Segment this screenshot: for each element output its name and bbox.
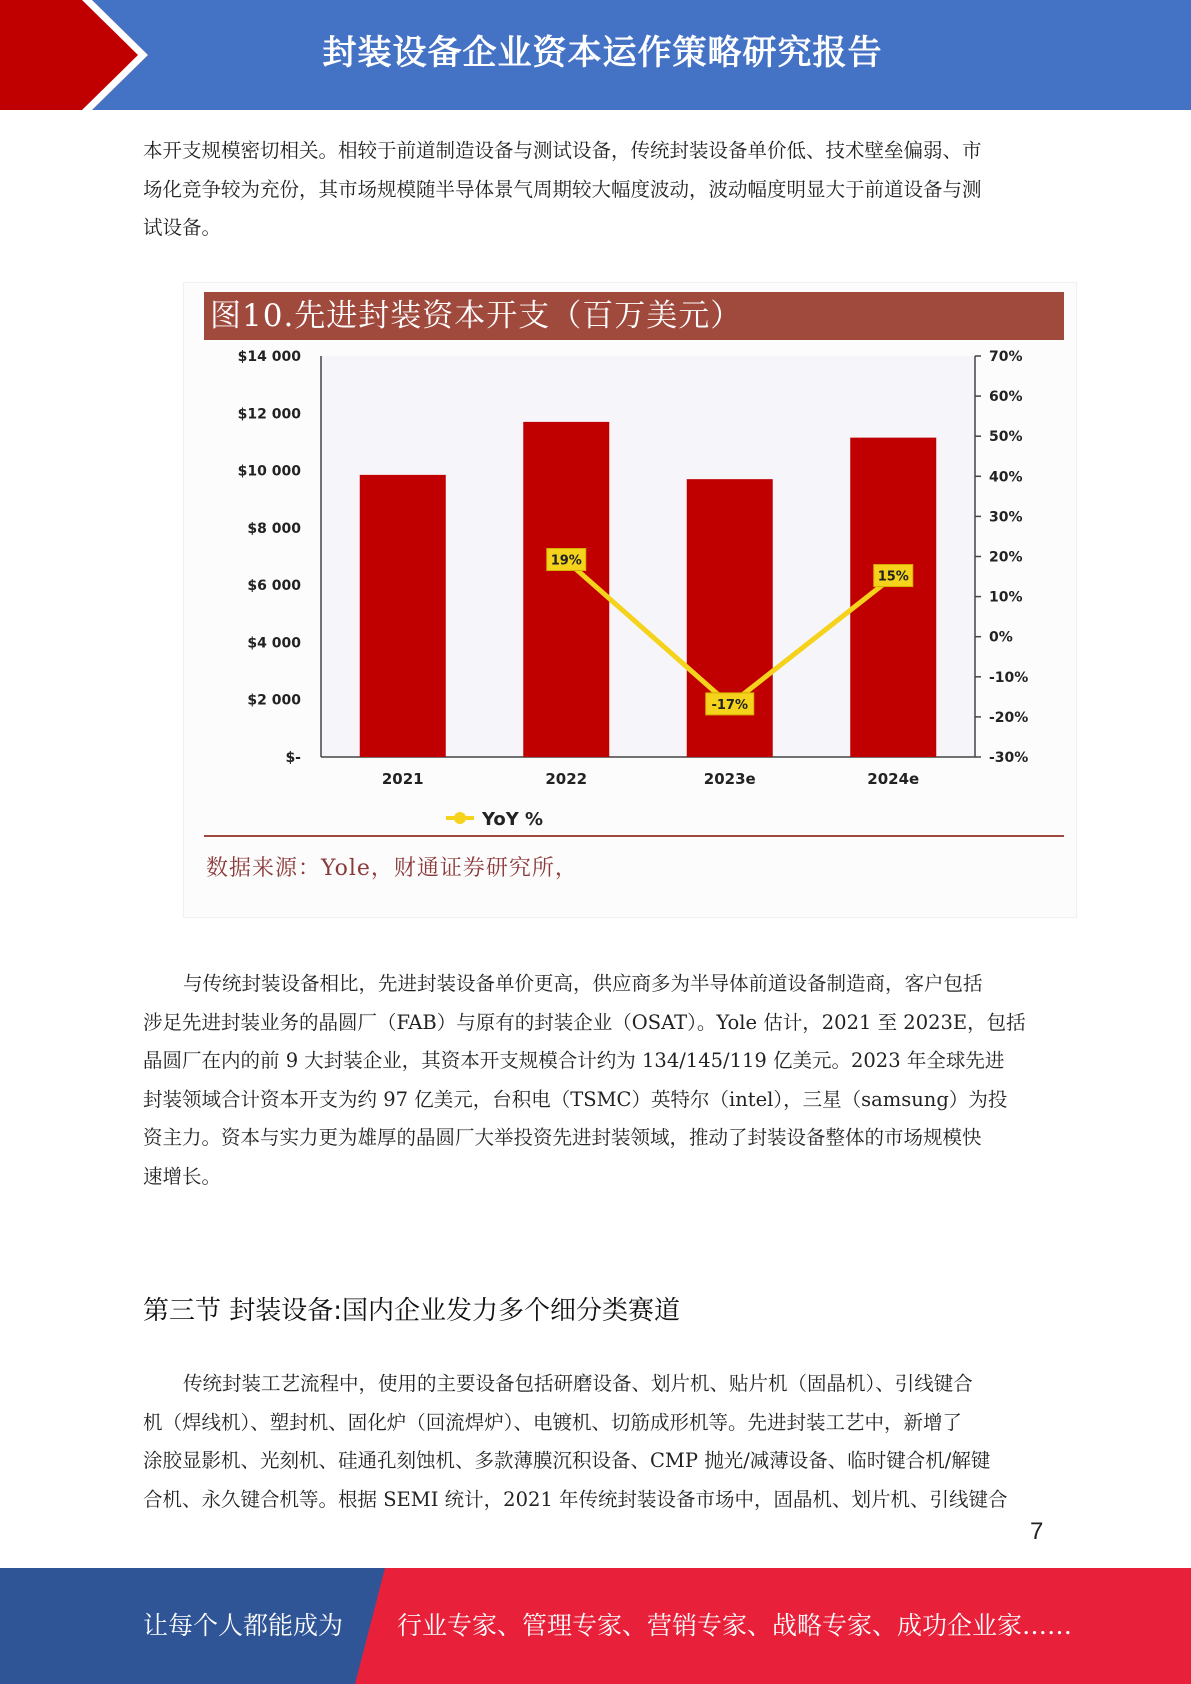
paragraph-3 <box>143 1365 1048 1519</box>
y-left-tick-label: $8 000 <box>247 520 301 537</box>
y-right-tick-label: 20% <box>989 549 1023 566</box>
report-title: 封装设备企业资本运作策略研究报告 <box>322 33 883 73</box>
y-right-tick-label: -20% <box>989 709 1029 726</box>
paragraph-line: 本开支规模密切相关。相较于前道制造设备与测试设备，传统封装设备单价低、技术壁垒偏弱、市 <box>143 139 982 162</box>
page-number: 7 <box>1030 1518 1044 1545</box>
paragraph-line: 速增长。 <box>143 1164 222 1188</box>
paragraph-1 <box>143 132 1048 248</box>
yoy-data-label: 19% <box>550 553 582 569</box>
y-right-tick-label: 30% <box>989 509 1023 526</box>
y-right-tick-label: 60% <box>989 389 1023 406</box>
bar <box>360 475 446 757</box>
paragraph-line: 场化竞争较为充份，其市场规模随半导体景气周期较大幅度波动，波动幅度明显大于前道设备与测 <box>143 177 982 201</box>
yoy-data-label: 15% <box>877 569 909 585</box>
y-right-tick-label: -10% <box>989 669 1029 686</box>
footer-slogan-right: 行业专家、管理专家、营销专家、战略专家、成功企业家…… <box>397 1611 1073 1640</box>
paragraph-line: 涉足先进封装业务的晶圆厂（FAB）与原有的封装企业（OSAT）。Yole 估计，2021 至 2023E，包括 <box>143 1010 1026 1034</box>
y-right-tick-label: 50% <box>989 429 1023 446</box>
paragraph-2 <box>143 965 1048 1196</box>
x-tick-label: 2022 <box>545 770 588 788</box>
capex-chart <box>184 283 1076 831</box>
paragraph-line: 与传统封装设备相比，先进封装设备单价更高，供应商多为半导体前道设备制造商，客户包括 <box>183 972 983 995</box>
y-right-tick-label: -30% <box>989 750 1029 766</box>
y-left-tick-label: $12 000 <box>237 406 301 423</box>
y-right-tick-label: 0% <box>989 629 1013 646</box>
legend-label: YoY % <box>482 809 544 830</box>
figure-title: 图10.先进封装资本开支（百万美元） <box>204 292 1064 340</box>
paragraph-line: 晶圆厂在内的前 9 大封装企业，其资本开支规模合计约为 134/145/119 亿美元。2023 年全球先进 <box>143 1049 1005 1072</box>
footer-slogan-left: 让每个人都能成为 <box>143 1611 344 1640</box>
yoy-data-label: -17% <box>711 697 749 713</box>
paragraph-line: 封装领域合计资本开支为约 97 亿美元，台积电（TSMC）英特尔（intel），三星（samsung）为投 <box>143 1087 1008 1111</box>
paragraph-line: 资主力。资本与实力更为雄厚的晶圆厂大举投资先进封装领域，推动了封装设备整体的市场规模快 <box>143 1126 982 1149</box>
y-left-tick-label: $14 000 <box>237 349 301 365</box>
paragraph-line: 合机、永久键合机等。根据 SEMI 统计，2021 年传统封装设备市场中，固晶机、划片机、引线键合 <box>143 1487 1008 1511</box>
y-left-tick-label: $2 000 <box>247 692 301 709</box>
x-tick-label: 2021 <box>381 770 424 788</box>
figure-panel <box>183 282 1077 918</box>
x-tick-label: 2023e <box>703 770 756 788</box>
y-right-tick-label: 40% <box>989 469 1023 486</box>
figure-source: 数据来源：Yole，财通证券研究所， <box>206 856 578 881</box>
legend-marker <box>454 812 466 824</box>
y-right-tick-label: 70% <box>989 349 1023 365</box>
y-left-tick-label: $4 000 <box>247 635 301 652</box>
y-left-tick-label: $- <box>285 750 301 766</box>
page-header <box>0 0 1191 110</box>
x-tick-label: 2024e <box>867 770 920 788</box>
paragraph-line: 机（焊线机）、塑封机、固化炉（回流焊炉）、电镀机、切筋成形机等。先进封装工艺中，新增了 <box>143 1410 963 1434</box>
paragraph-line: 传统封装工艺流程中，使用的主要设备包括研磨设备、划片机、贴片机（固晶机）、引线键合 <box>183 1372 973 1395</box>
paragraph-line: 涂胶显影机、光刻机、硅通孔刻蚀机、多款薄膜沉积设备、CMP 抛光/减薄设备、临时键合机/解键 <box>143 1449 991 1472</box>
page-footer <box>0 1568 1191 1684</box>
y-right-tick-label: 10% <box>989 589 1023 606</box>
y-left-tick-label: $6 000 <box>247 578 301 595</box>
paragraph-line: 试设备。 <box>143 216 222 239</box>
y-left-tick-label: $10 000 <box>237 463 301 480</box>
section-heading: 第三节 封装设备:国内企业发力多个细分类赛道 <box>143 1296 681 1326</box>
figure-divider <box>204 835 1064 837</box>
